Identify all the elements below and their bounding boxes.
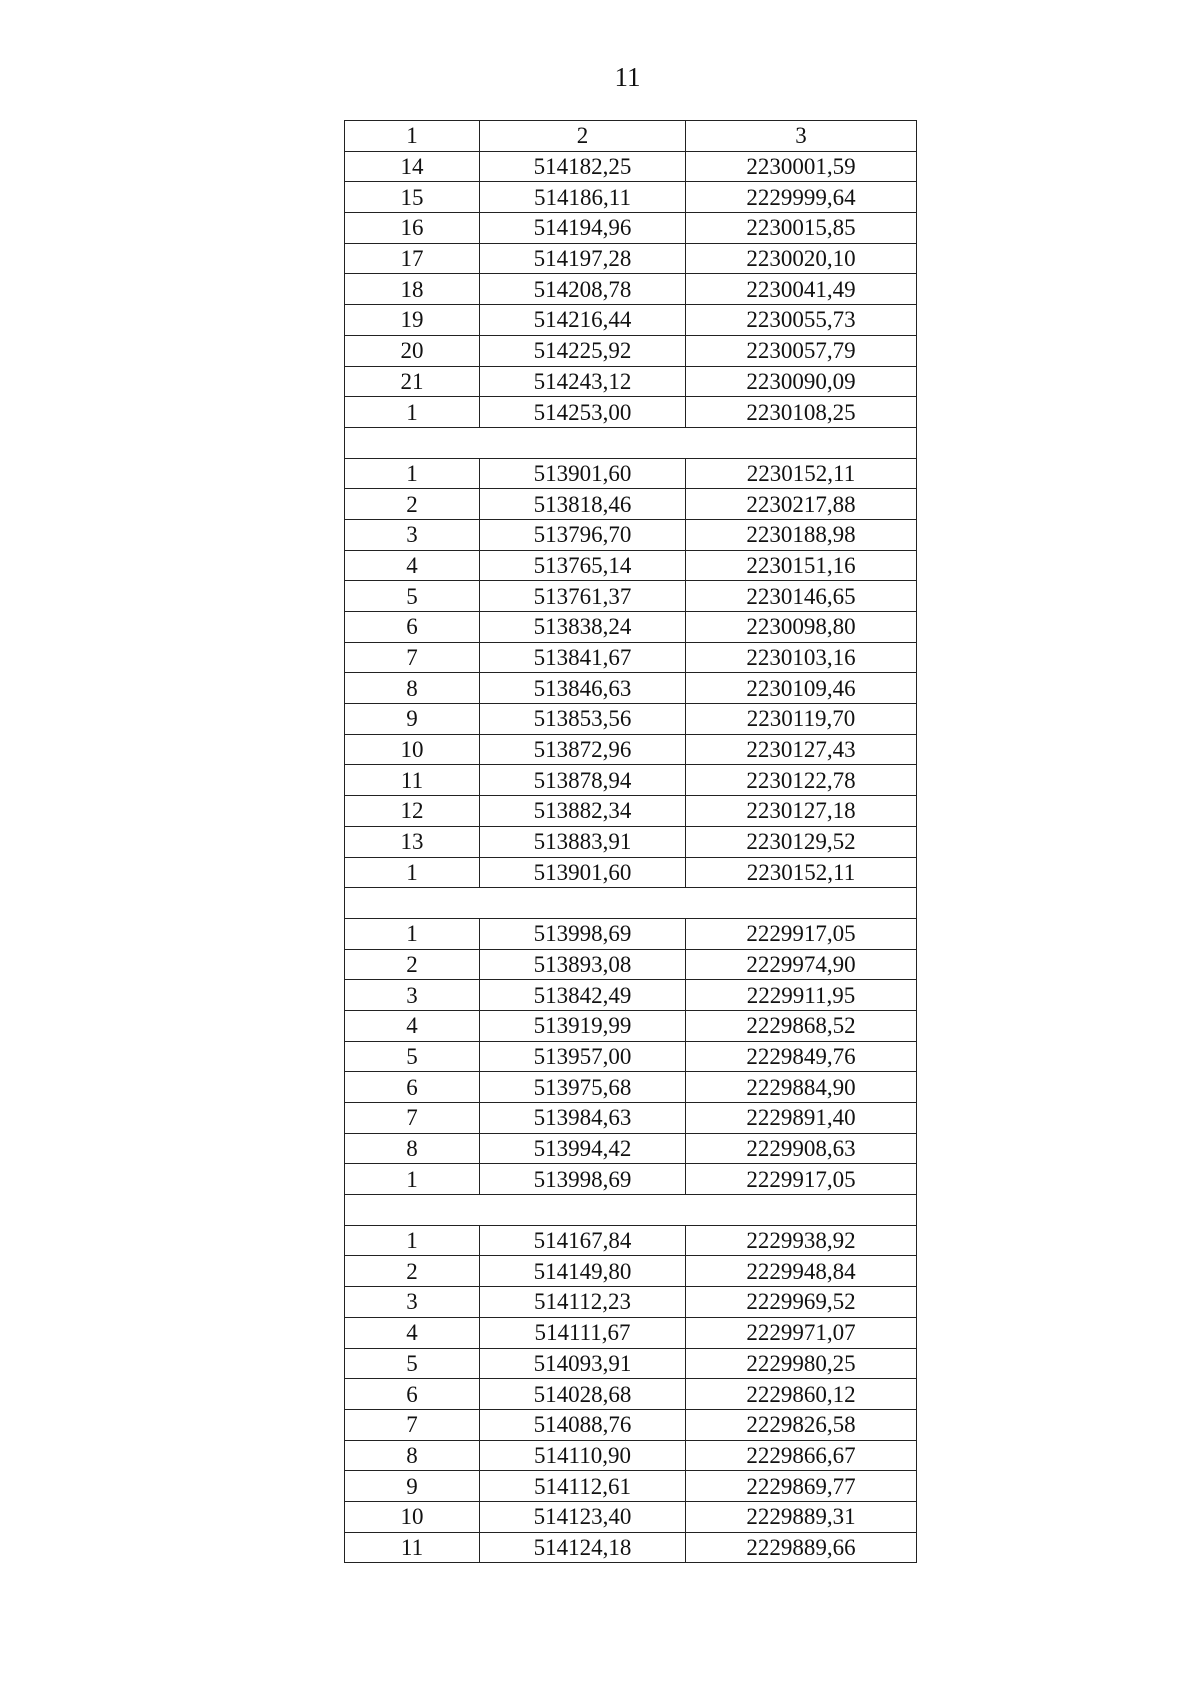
table-row bbox=[345, 581, 917, 612]
x-coordinate-cell: 514253,00 bbox=[480, 397, 686, 428]
table-row bbox=[345, 857, 917, 888]
x-coordinate-cell: 513872,96 bbox=[480, 734, 686, 765]
y-coordinate-cell: 2230057,79 bbox=[686, 335, 917, 366]
x-coordinate-cell: 513998,69 bbox=[480, 1164, 686, 1195]
y-coordinate-cell: 2230055,73 bbox=[686, 305, 917, 336]
table-row bbox=[345, 550, 917, 581]
table-row bbox=[345, 1256, 917, 1287]
x-coordinate-cell: 514197,28 bbox=[480, 243, 686, 274]
x-coordinate-cell: 513878,94 bbox=[480, 765, 686, 796]
point-number-cell: 5 bbox=[345, 1041, 480, 1072]
header-cell-1: 1 bbox=[345, 121, 480, 152]
x-coordinate-cell: 513796,70 bbox=[480, 519, 686, 550]
point-number-cell: 2 bbox=[345, 1256, 480, 1287]
y-coordinate-cell: 2229868,52 bbox=[686, 1010, 917, 1041]
x-coordinate-cell: 514123,40 bbox=[480, 1501, 686, 1532]
header-cell-3: 3 bbox=[686, 121, 917, 152]
y-coordinate-cell: 2229917,05 bbox=[686, 918, 917, 949]
x-coordinate-cell: 514194,96 bbox=[480, 213, 686, 244]
x-coordinate-cell: 514088,76 bbox=[480, 1409, 686, 1440]
y-coordinate-cell: 2230041,49 bbox=[686, 274, 917, 305]
y-coordinate-cell: 2229849,76 bbox=[686, 1041, 917, 1072]
y-coordinate-cell: 2230152,11 bbox=[686, 458, 917, 489]
table-header-row bbox=[345, 121, 917, 152]
x-coordinate-cell: 514208,78 bbox=[480, 274, 686, 305]
point-number-cell: 4 bbox=[345, 1010, 480, 1041]
y-coordinate-cell: 2229908,63 bbox=[686, 1133, 917, 1164]
point-number-cell: 5 bbox=[345, 1348, 480, 1379]
table-row bbox=[345, 1409, 917, 1440]
point-number-cell: 13 bbox=[345, 826, 480, 857]
y-coordinate-cell: 2230152,11 bbox=[686, 857, 917, 888]
separator-cell bbox=[345, 888, 917, 919]
point-number-cell: 1 bbox=[345, 1225, 480, 1256]
separator-cell bbox=[345, 1195, 917, 1226]
y-coordinate-cell: 2230122,78 bbox=[686, 765, 917, 796]
point-number-cell: 7 bbox=[345, 642, 480, 673]
point-number-cell: 9 bbox=[345, 1471, 480, 1502]
coordinates-table bbox=[344, 120, 917, 1563]
section-separator-row bbox=[345, 1195, 917, 1226]
x-coordinate-cell: 513846,63 bbox=[480, 673, 686, 704]
point-number-cell: 1 bbox=[345, 458, 480, 489]
x-coordinate-cell: 513998,69 bbox=[480, 918, 686, 949]
y-coordinate-cell: 2229866,67 bbox=[686, 1440, 917, 1471]
point-number-cell: 4 bbox=[345, 550, 480, 581]
y-coordinate-cell: 2229974,90 bbox=[686, 949, 917, 980]
table-row bbox=[345, 1225, 917, 1256]
y-coordinate-cell: 2230103,16 bbox=[686, 642, 917, 673]
table-row bbox=[345, 612, 917, 643]
y-coordinate-cell: 2230020,10 bbox=[686, 243, 917, 274]
separator-cell bbox=[345, 427, 917, 458]
table-row bbox=[345, 949, 917, 980]
y-coordinate-cell: 2230217,88 bbox=[686, 489, 917, 520]
x-coordinate-cell: 513765,14 bbox=[480, 550, 686, 581]
point-number-cell: 19 bbox=[345, 305, 480, 336]
point-number-cell: 6 bbox=[345, 1072, 480, 1103]
y-coordinate-cell: 2229826,58 bbox=[686, 1409, 917, 1440]
table-body bbox=[345, 151, 917, 1563]
point-number-cell: 21 bbox=[345, 366, 480, 397]
point-number-cell: 10 bbox=[345, 1501, 480, 1532]
x-coordinate-cell: 514225,92 bbox=[480, 335, 686, 366]
point-number-cell: 12 bbox=[345, 796, 480, 827]
table-row bbox=[345, 980, 917, 1011]
point-number-cell: 7 bbox=[345, 1409, 480, 1440]
x-coordinate-cell: 514028,68 bbox=[480, 1379, 686, 1410]
point-number-cell: 10 bbox=[345, 734, 480, 765]
table-row bbox=[345, 1440, 917, 1471]
table-row bbox=[345, 366, 917, 397]
y-coordinate-cell: 2229891,40 bbox=[686, 1103, 917, 1134]
y-coordinate-cell: 2229938,92 bbox=[686, 1225, 917, 1256]
table-row bbox=[345, 1103, 917, 1134]
x-coordinate-cell: 513842,49 bbox=[480, 980, 686, 1011]
y-coordinate-cell: 2229869,77 bbox=[686, 1471, 917, 1502]
table-row bbox=[345, 305, 917, 336]
x-coordinate-cell: 514111,67 bbox=[480, 1317, 686, 1348]
table-row bbox=[345, 734, 917, 765]
point-number-cell: 3 bbox=[345, 519, 480, 550]
x-coordinate-cell: 513901,60 bbox=[480, 458, 686, 489]
point-number-cell: 4 bbox=[345, 1317, 480, 1348]
x-coordinate-cell: 514182,25 bbox=[480, 151, 686, 182]
point-number-cell: 11 bbox=[345, 1532, 480, 1563]
x-coordinate-cell: 513761,37 bbox=[480, 581, 686, 612]
y-coordinate-cell: 2230151,16 bbox=[686, 550, 917, 581]
point-number-cell: 8 bbox=[345, 1440, 480, 1471]
x-coordinate-cell: 513883,91 bbox=[480, 826, 686, 857]
y-coordinate-cell: 2230127,43 bbox=[686, 734, 917, 765]
point-number-cell: 18 bbox=[345, 274, 480, 305]
table-row bbox=[345, 1133, 917, 1164]
x-coordinate-cell: 513893,08 bbox=[480, 949, 686, 980]
point-number-cell: 11 bbox=[345, 765, 480, 796]
point-number-cell: 6 bbox=[345, 1379, 480, 1410]
table-row bbox=[345, 1501, 917, 1532]
table-row bbox=[345, 458, 917, 489]
x-coordinate-cell: 514112,23 bbox=[480, 1287, 686, 1318]
x-coordinate-cell: 513975,68 bbox=[480, 1072, 686, 1103]
x-coordinate-cell: 514186,11 bbox=[480, 182, 686, 213]
y-coordinate-cell: 2230090,09 bbox=[686, 366, 917, 397]
y-coordinate-cell: 2229971,07 bbox=[686, 1317, 917, 1348]
table-row bbox=[345, 1287, 917, 1318]
x-coordinate-cell: 514149,80 bbox=[480, 1256, 686, 1287]
table-row bbox=[345, 1317, 917, 1348]
point-number-cell: 2 bbox=[345, 949, 480, 980]
table-row bbox=[345, 243, 917, 274]
point-number-cell: 3 bbox=[345, 980, 480, 1011]
point-number-cell: 16 bbox=[345, 213, 480, 244]
y-coordinate-cell: 2230188,98 bbox=[686, 519, 917, 550]
x-coordinate-cell: 513919,99 bbox=[480, 1010, 686, 1041]
x-coordinate-cell: 513818,46 bbox=[480, 489, 686, 520]
point-number-cell: 8 bbox=[345, 673, 480, 704]
point-number-cell: 15 bbox=[345, 182, 480, 213]
x-coordinate-cell: 513994,42 bbox=[480, 1133, 686, 1164]
page-number: 11 bbox=[614, 62, 641, 92]
x-coordinate-cell: 513841,67 bbox=[480, 642, 686, 673]
y-coordinate-cell: 2230098,80 bbox=[686, 612, 917, 643]
table-row bbox=[345, 1532, 917, 1563]
table-row bbox=[345, 918, 917, 949]
y-coordinate-cell: 2230127,18 bbox=[686, 796, 917, 827]
point-number-cell: 1 bbox=[345, 1164, 480, 1195]
table-row bbox=[345, 642, 917, 673]
x-coordinate-cell: 514167,84 bbox=[480, 1225, 686, 1256]
x-coordinate-cell: 513984,63 bbox=[480, 1103, 686, 1134]
x-coordinate-cell: 513853,56 bbox=[480, 704, 686, 735]
table-row bbox=[345, 182, 917, 213]
y-coordinate-cell: 2229980,25 bbox=[686, 1348, 917, 1379]
section-separator-row bbox=[345, 888, 917, 919]
y-coordinate-cell: 2230129,52 bbox=[686, 826, 917, 857]
table-row bbox=[345, 1010, 917, 1041]
section-separator-row bbox=[345, 427, 917, 458]
table-row bbox=[345, 1072, 917, 1103]
y-coordinate-cell: 2229884,90 bbox=[686, 1072, 917, 1103]
point-number-cell: 6 bbox=[345, 612, 480, 643]
header-cell-2: 2 bbox=[480, 121, 686, 152]
table-row bbox=[345, 151, 917, 182]
y-coordinate-cell: 2229948,84 bbox=[686, 1256, 917, 1287]
x-coordinate-cell: 513882,34 bbox=[480, 796, 686, 827]
y-coordinate-cell: 2229889,31 bbox=[686, 1501, 917, 1532]
point-number-cell: 14 bbox=[345, 151, 480, 182]
point-number-cell: 9 bbox=[345, 704, 480, 735]
point-number-cell: 7 bbox=[345, 1103, 480, 1134]
table-row bbox=[345, 1164, 917, 1195]
table-row bbox=[345, 274, 917, 305]
point-number-cell: 20 bbox=[345, 335, 480, 366]
y-coordinate-cell: 2229889,66 bbox=[686, 1532, 917, 1563]
table-row bbox=[345, 1471, 917, 1502]
x-coordinate-cell: 514124,18 bbox=[480, 1532, 686, 1563]
x-coordinate-cell: 514093,91 bbox=[480, 1348, 686, 1379]
x-coordinate-cell: 514112,61 bbox=[480, 1471, 686, 1502]
y-coordinate-cell: 2230015,85 bbox=[686, 213, 917, 244]
x-coordinate-cell: 513838,24 bbox=[480, 612, 686, 643]
y-coordinate-cell: 2229999,64 bbox=[686, 182, 917, 213]
table-row bbox=[345, 213, 917, 244]
point-number-cell: 1 bbox=[345, 918, 480, 949]
table-row bbox=[345, 765, 917, 796]
table-row bbox=[345, 519, 917, 550]
table-row bbox=[345, 796, 917, 827]
x-coordinate-cell: 513957,00 bbox=[480, 1041, 686, 1072]
table-row bbox=[345, 1379, 917, 1410]
y-coordinate-cell: 2229917,05 bbox=[686, 1164, 917, 1195]
table-row bbox=[345, 1348, 917, 1379]
table-row bbox=[345, 826, 917, 857]
point-number-cell: 8 bbox=[345, 1133, 480, 1164]
y-coordinate-cell: 2229860,12 bbox=[686, 1379, 917, 1410]
table-row bbox=[345, 397, 917, 428]
y-coordinate-cell: 2229911,95 bbox=[686, 980, 917, 1011]
y-coordinate-cell: 2230109,46 bbox=[686, 673, 917, 704]
point-number-cell: 1 bbox=[345, 857, 480, 888]
point-number-cell: 2 bbox=[345, 489, 480, 520]
point-number-cell: 1 bbox=[345, 397, 480, 428]
x-coordinate-cell: 514243,12 bbox=[480, 366, 686, 397]
table-row bbox=[345, 335, 917, 366]
y-coordinate-cell: 2230001,59 bbox=[686, 151, 917, 182]
table-row bbox=[345, 1041, 917, 1072]
table-row bbox=[345, 489, 917, 520]
x-coordinate-cell: 513901,60 bbox=[480, 857, 686, 888]
table-row bbox=[345, 704, 917, 735]
y-coordinate-cell: 2230146,65 bbox=[686, 581, 917, 612]
y-coordinate-cell: 2229969,52 bbox=[686, 1287, 917, 1318]
table-row bbox=[345, 673, 917, 704]
point-number-cell: 3 bbox=[345, 1287, 480, 1318]
y-coordinate-cell: 2230108,25 bbox=[686, 397, 917, 428]
x-coordinate-cell: 514110,90 bbox=[480, 1440, 686, 1471]
x-coordinate-cell: 514216,44 bbox=[480, 305, 686, 336]
y-coordinate-cell: 2230119,70 bbox=[686, 704, 917, 735]
point-number-cell: 17 bbox=[345, 243, 480, 274]
point-number-cell: 5 bbox=[345, 581, 480, 612]
